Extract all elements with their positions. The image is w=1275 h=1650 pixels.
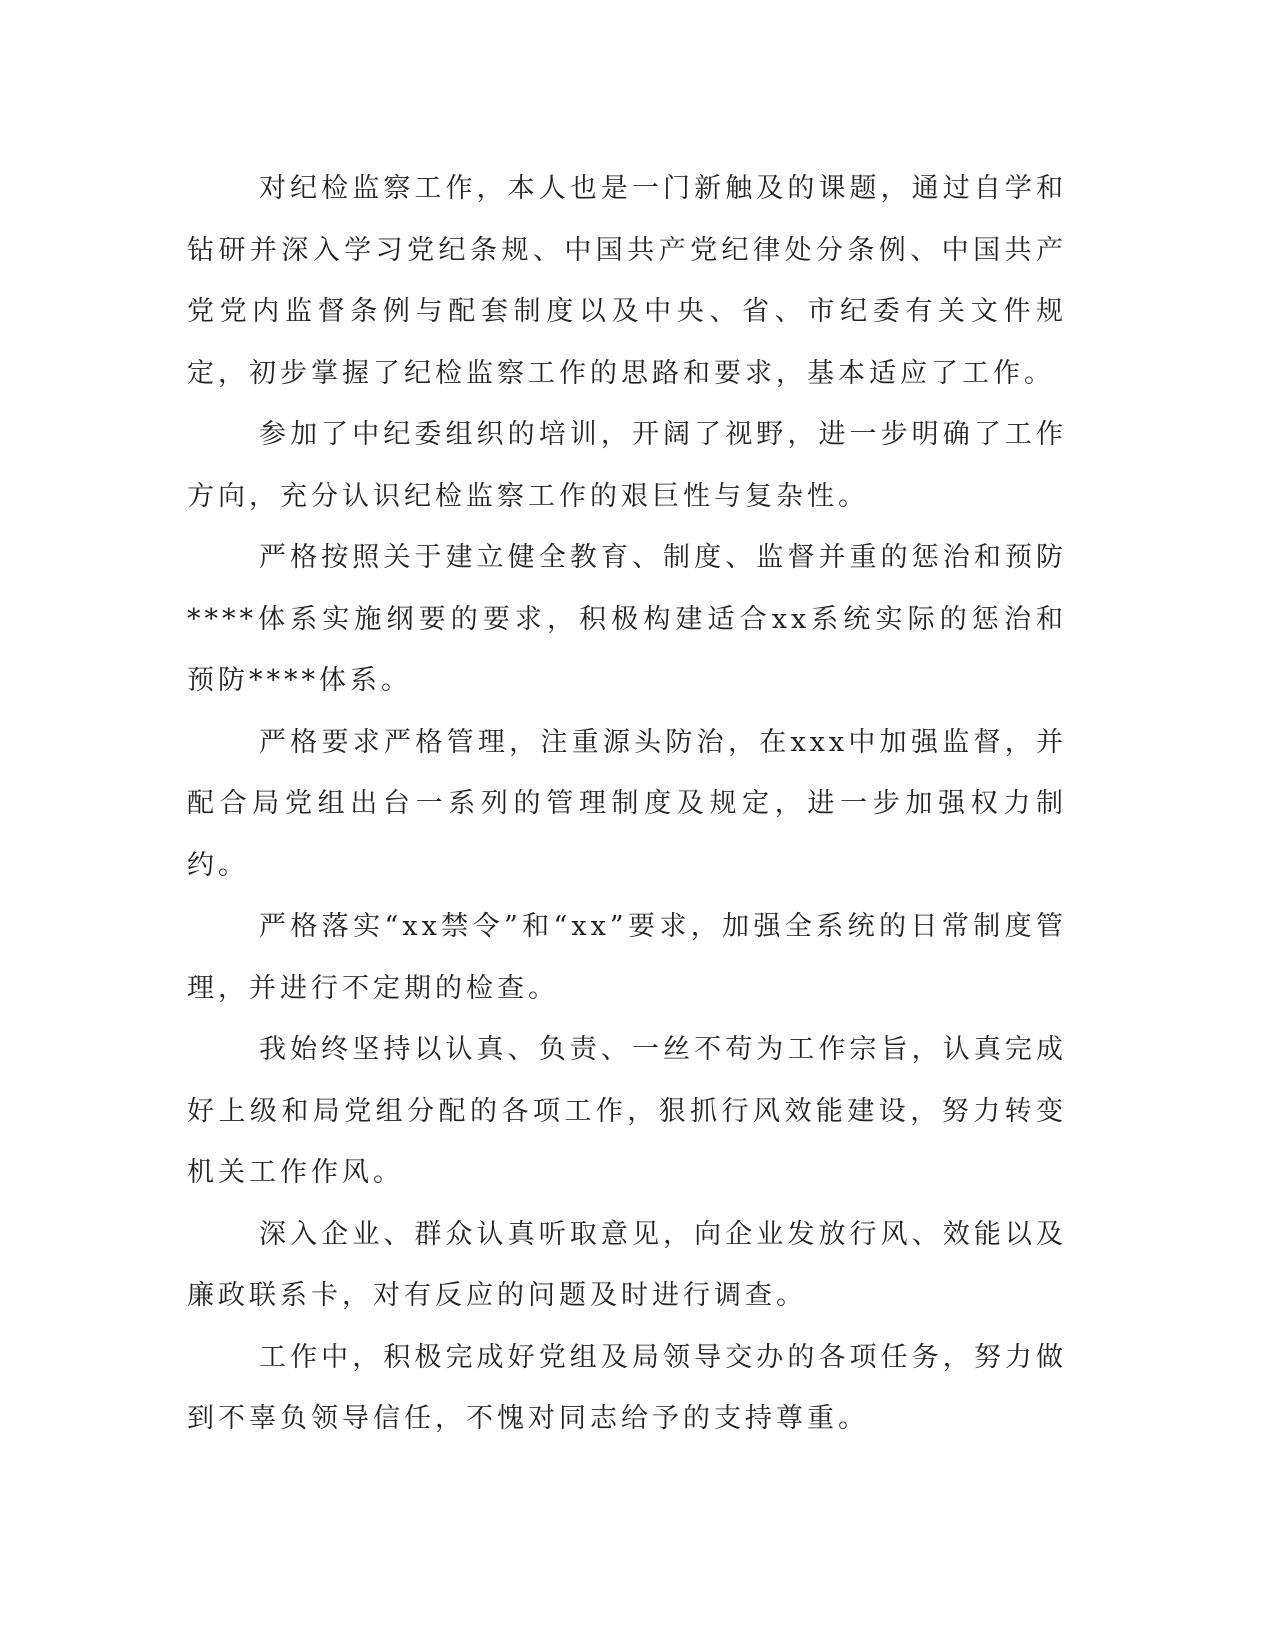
paragraph-training: 参加了中纪委组织的培训，开阔了视野，进一步明确了工作方向，充分认识纪检监察工作的艰巨性与复杂性。 (187, 419, 1067, 512)
paragraph-management: 严格要求严格管理，注重源头防治，在xxx中加强监督，并配合局党组出台一系列的管理制度及规定，进一步加强权力制约。 (187, 726, 1067, 881)
paragraph-public-feedback: 深入企业、群众认真听取意见，向企业发放行风、效能以及廉政联系卡，对有反应的问题及时进行调查。 (187, 1218, 1067, 1311)
paragraph-tasks: 工作中，积极完成好党组及局领导交办的各项任务，努力做到不辜负领导信任，不愧对同志给予的支持尊重。 (187, 1341, 1067, 1434)
paragraph-work-attitude: 我始终坚持以认真、负责、一丝不苟为工作宗旨，认真完成好上级和局党组分配的各项工作，狠抓行风效能建设，努力转变机关工作作风。 (187, 1034, 1067, 1188)
document-body (187, 158, 1067, 1450)
paragraph-study: 对纪检监察工作，本人也是一门新触及的课题，通过自学和钻研并深入学习党纪条规、中国共产党纪律处分条例、中国共产党党内监督条例与配套制度以及中央、省、市纪委有关文件规定，初步掌握了纪检监察工作的思路和要求，基本适应了工作。 (187, 173, 1067, 389)
paragraph-prohibitions: 严格落实“xx禁令”和“xx”要求，加强全系统的日常制度管理，并进行不定期的检查。 (187, 911, 1067, 1004)
paragraph-system-building: 严格按照关于建立健全教育、制度、监督并重的惩治和预防****体系实施纲要的要求，积极构建适合xx系统实际的惩治和预防****体系。 (187, 542, 1067, 696)
